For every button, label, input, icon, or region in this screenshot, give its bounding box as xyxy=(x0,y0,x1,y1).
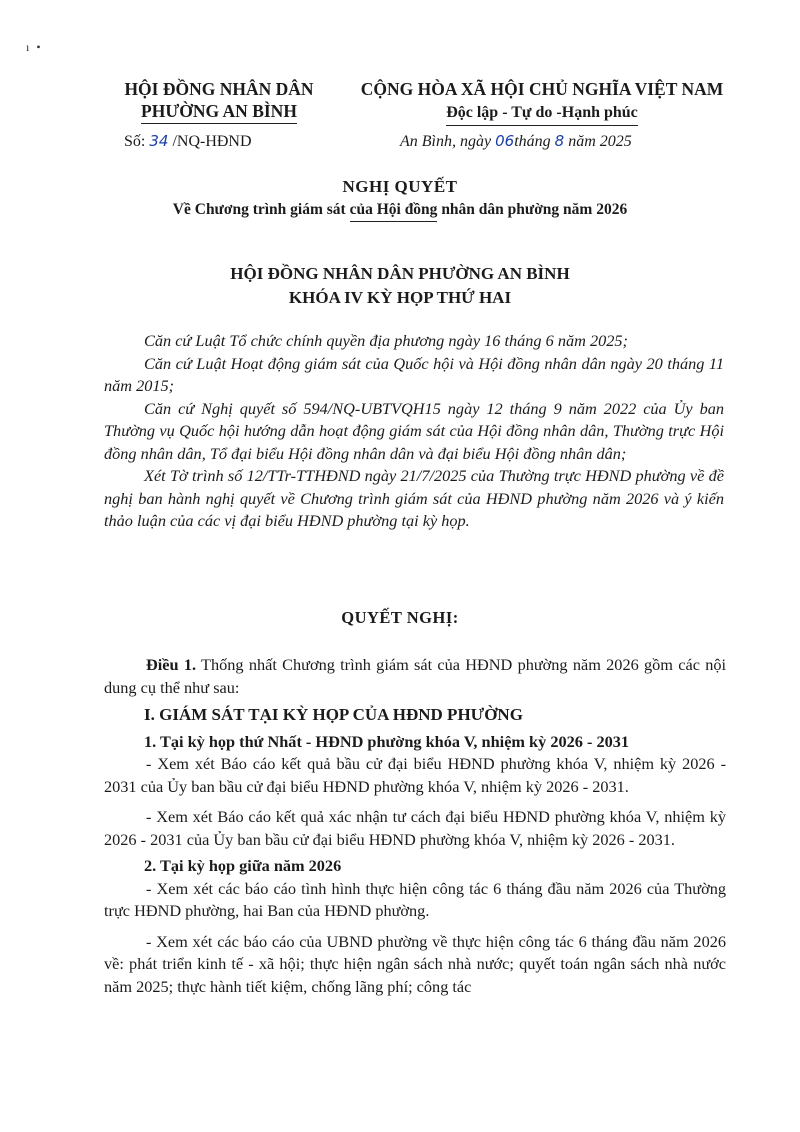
authority-line-1: HỘI ĐỒNG NHÂN DÂN xyxy=(124,79,314,99)
article-1-text: Thống nhất Chương trình giám sát của HĐND phường năm 2026 gồm các nội dung cụ thể như sau: xyxy=(104,655,727,697)
list-item: - Xem xét Báo cáo kết quả bầu cử đại biểu HĐND phường khóa V, nhiệm kỳ 2026 - 2031 của Ủy ban bầu cử đại biểu HĐND phường khóa V, nhiệm kỳ 2026 - 2031. xyxy=(104,754,726,796)
legal-basis xyxy=(104,330,724,533)
basis-item: Căn cứ Luật Tổ chức chính quyền địa phương ngày 16 tháng 6 năm 2025; xyxy=(144,331,628,350)
article-1 xyxy=(104,654,726,699)
council-session: KHÓA IV KỲ HỌP THỨ HAI xyxy=(288,288,512,307)
list-item: - Xem xét các báo cáo tình hình thực hiện công tác 6 tháng đầu năm 2026 của Thường trực HĐND phường, hai Ban của HĐND phường. xyxy=(104,878,726,920)
document-number: Số: 34 /NQ-HĐND xyxy=(124,132,252,150)
handwritten-number: 34 xyxy=(149,132,169,150)
authority-line-2: PHƯỜNG AN BÌNH xyxy=(141,100,297,124)
handwritten-day: 06 xyxy=(495,132,515,150)
basis-item: Căn cứ Nghị quyết số 594/NQ-UBTVQH15 ngày 12 tháng 9 năm 2022 của Ủy ban Thường vụ Quốc hội hướng dẫn hoạt động giám sát của Hội đồng nhân dân, Thường trực Hội đồng nhân dân, Tổ đại biểu Hội đồng nhân dân và đại biểu Hội đồng nhân dân; xyxy=(104,398,724,463)
republic-name: CỘNG HÒA XÃ HỘI CHỦ NGHĨA VIỆT NAM xyxy=(360,79,724,99)
list-item: - Xem xét các báo cáo của UBND phường về thực hiện công tác 6 tháng đầu năm 2026 về: phát triển kinh tế - xã hội; thực hiện ngân sách nhà nước; quyết toán ngân sách nhà nước năm 2025; thực hành tiết kiệm, chống lãng phí; công tác xyxy=(104,931,726,996)
section-heading: I. GIÁM SÁT TẠI KỲ HỌP CỦA HĐND PHƯỜNG xyxy=(144,705,523,724)
handwritten-month: 8 xyxy=(554,132,565,150)
national-motto: Độc lập - Tự do -Hạnh phúc xyxy=(446,102,638,126)
document-title xyxy=(0,175,800,222)
basis-item: Xét Tờ trình số 12/TTr-TTHĐND ngày 21/7/2025 của Thường trực HĐND phường về đề nghị ban hành nghị quyết về Chương trình giám sát của HĐND phường năm 2026 và ý kiến thảo luận của các vị đại biểu HĐND phường tại kỳ họp. xyxy=(104,466,724,530)
resolve-heading: QUYẾT NGHỊ: xyxy=(341,608,459,627)
issuing-authority xyxy=(96,78,342,124)
document-subject: Về Chương trình giám sát của Hội đồng nhân dân phường năm 2026 xyxy=(0,199,800,222)
subsection-heading: 1. Tại kỳ họp thứ Nhất - HĐND phường khóa V, nhiệm kỳ 2026 - 2031 xyxy=(144,731,630,751)
council-heading xyxy=(0,262,800,310)
list-item: - Xem xét Báo cáo kết quả xác nhận tư cách đại biểu HĐND phường khóa V, nhiệm kỳ 2026 - 2031 của Ủy ban bầu cử đại biểu HĐND phường khóa V, nhiệm kỳ 2026 - 2031. xyxy=(104,807,726,849)
document-type: NGHỊ QUYẾT xyxy=(342,177,458,196)
national-title xyxy=(332,78,752,126)
council-name: HỘI ĐỒNG NHÂN DÂN PHƯỜNG AN BÌNH xyxy=(230,264,570,283)
resolution-body xyxy=(104,654,726,998)
document-header xyxy=(0,78,800,158)
article-1-label: Điều 1. xyxy=(146,655,197,674)
basis-item: Căn cứ Luật Hoạt động giám sát của Quốc hội và Hội đồng nhân dân ngày 20 tháng 11 năm 2015; xyxy=(104,353,724,395)
subsection-heading: 2. Tại kỳ họp giữa năm 2026 xyxy=(144,856,342,875)
document-date: An Bình, ngày 06tháng 8 năm 2025 xyxy=(400,132,632,150)
scan-mark: ı • xyxy=(26,40,43,54)
